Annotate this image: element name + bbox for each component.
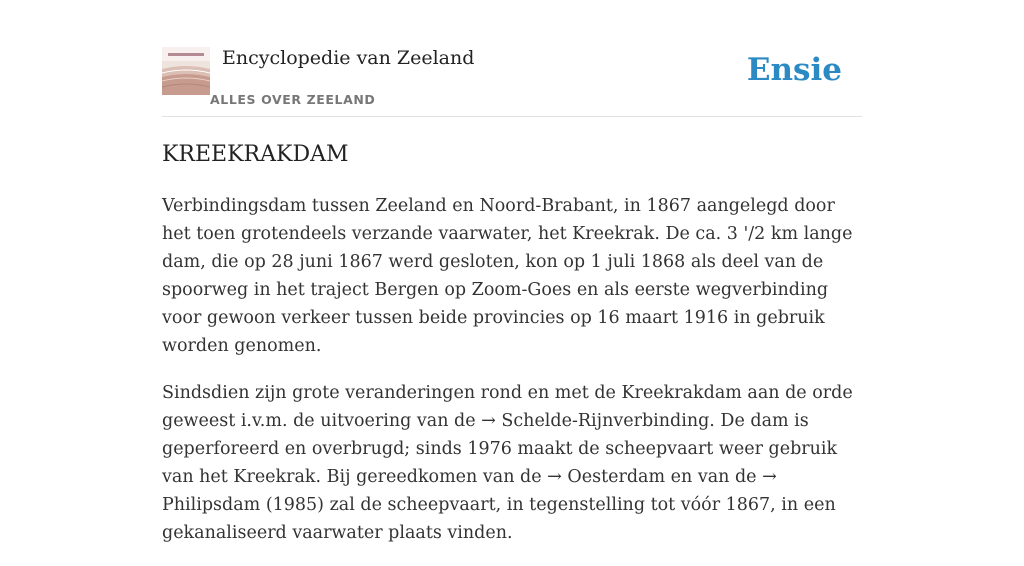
site-logo-avatar[interactable] (162, 47, 210, 95)
article-title: KREEKRAKDAM (162, 142, 349, 167)
article-body (162, 192, 862, 566)
article-paragraph-2 (162, 379, 862, 547)
site-subtitle: ALLES OVER ZEELAND (210, 92, 376, 107)
site-title[interactable]: Encyclopedie van Zeeland (222, 47, 475, 69)
link-philipsdam[interactable]: → Philipsdam (162, 467, 777, 515)
link-oesterdam[interactable]: → Oesterdam (547, 467, 666, 487)
site-header (162, 46, 862, 117)
paragraph-text: Sindsdien zijn grote veranderingen rond en met de Kreekrakdam aan de orde geweest i.v.m. de uitvoering van de (162, 383, 853, 431)
book-pages-icon (162, 47, 210, 95)
link-schelde-rijnverbinding[interactable]: → Schelde-Rijnverbinding (481, 411, 710, 431)
article-paragraph-1: Verbindingsdam tussen Zeeland en Noord-Brabant, in 1867 aangelegd door het toen grotendeels verzande vaarwater, het Kreekrak. De ca. 3 '/2 km lange dam, die op 28 juni 1867 werd gesloten, kon op 1 juli 1868 als deel van de spoorweg in het traject Bergen op Zoom-Goes en als eerste wegverbinding voor gewoon verkeer tussen beide provincies op 16 maart 1916 in gebruik worden genomen. (162, 196, 853, 356)
ensie-brand-logo[interactable]: Ensie (746, 52, 842, 88)
paragraph-text: . De dam is geperforeerd en overbrugd; sinds 1976 maakt de scheepvaart weer gebruik van het Kreekrak. Bij gereedkomen van de (162, 411, 838, 487)
paragraph-text: (1985) zal de scheepvaart, in tegenstelling tot vóór 1867, in een gekanaliseerd vaarwater plaats vinden. (162, 495, 836, 543)
paragraph-text: en van de (665, 467, 763, 487)
